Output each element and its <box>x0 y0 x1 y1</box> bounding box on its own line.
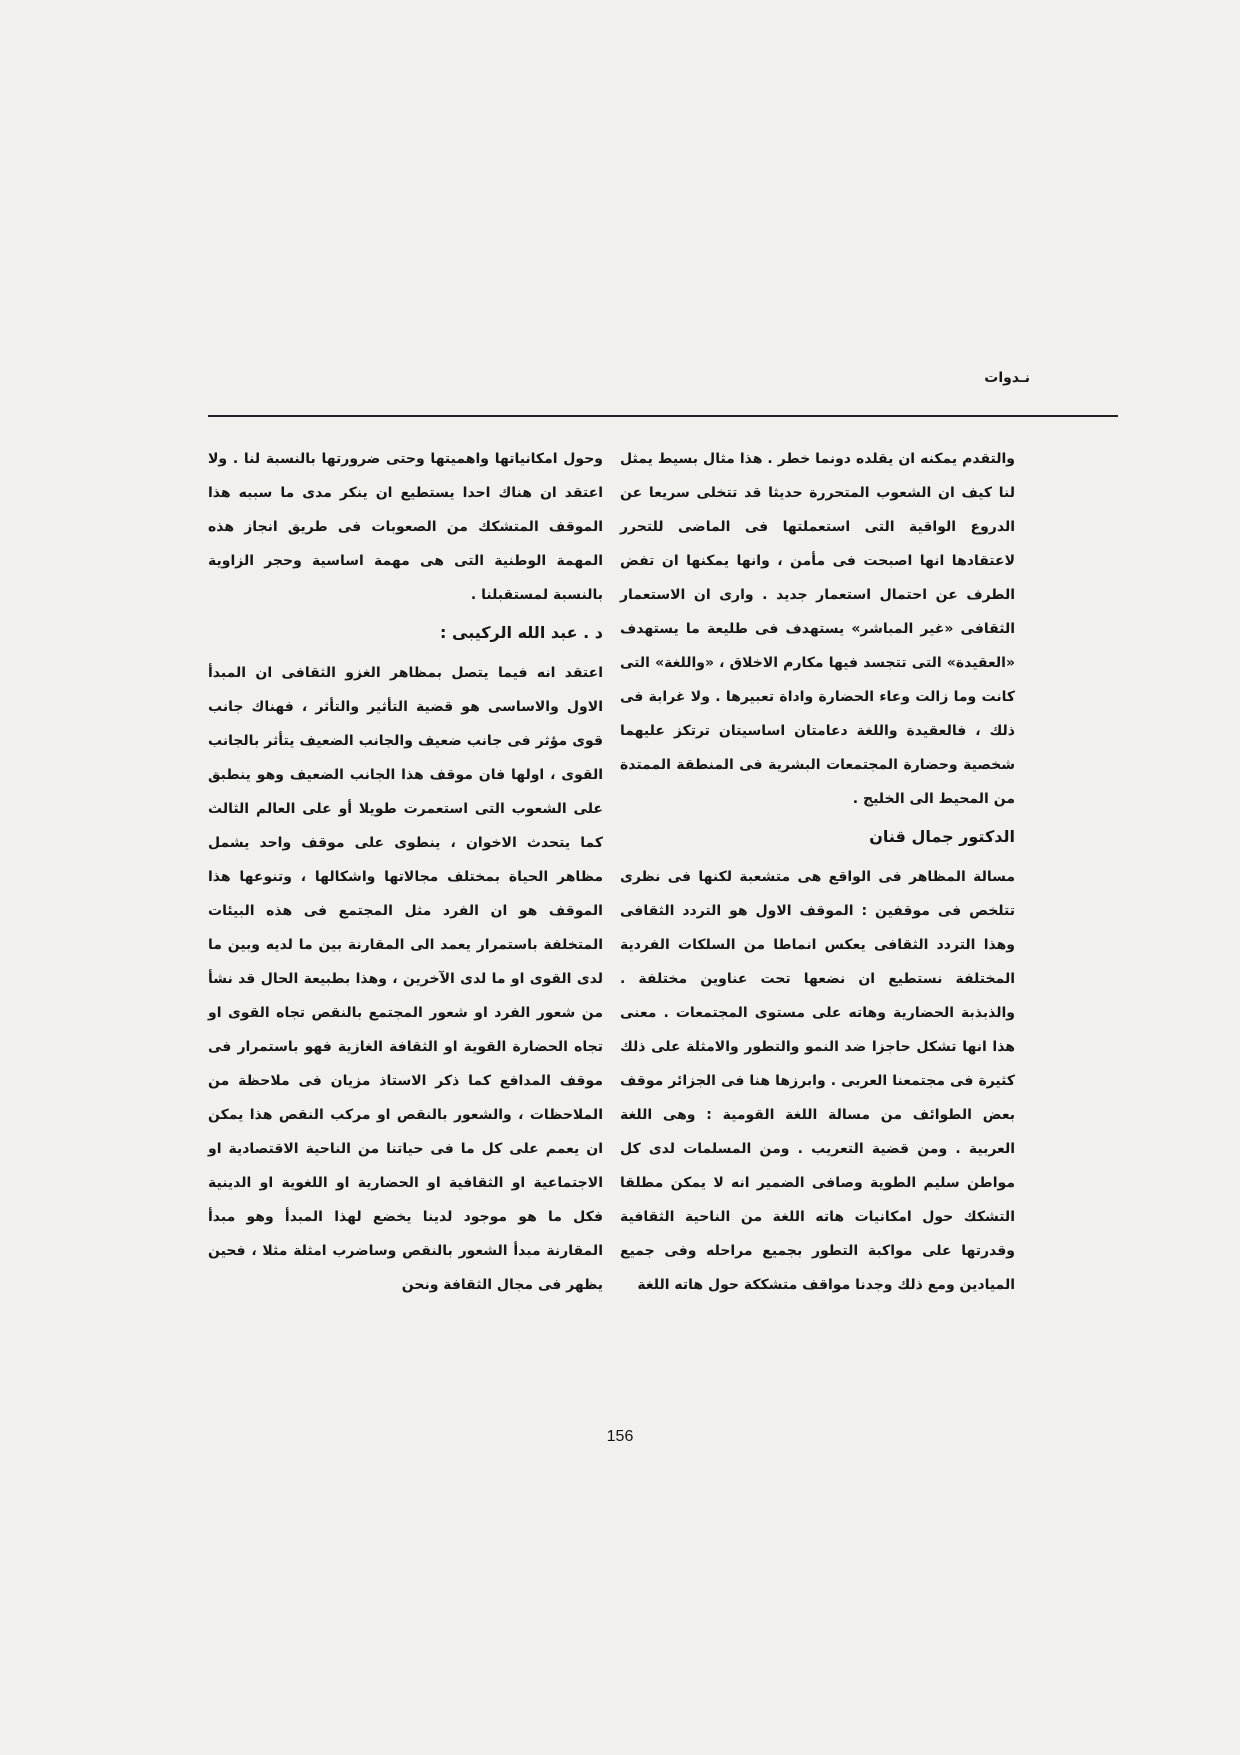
paragraph: مسالة المظاهر فى الواقع هى متشعبة لكنها فى نظرى تتلخص فى موقفين : الموقف الاول هو التردد الثقافى وهذا التردد الثقافى يعكس انماطا من السلكات الفردية المختلفة نستطيع ان نضعها تحت عناوين مختلفة . والذبذبة الحضارية وهاته على مستوى المجتمعات . معنى هذا انها تشكل حاجزا ضد النمو والتطور والامثلة على ذلك كثيرة فى مجتمعنا العربى . وابرزها هنا فى الجزائر موقف بعض الطوائف من مسالة اللغة القومية : وهى اللغة العربية . ومن قضية التعريب . ومن المسلمات لدى كل مواطن سليم الطوية وصافى الضمير انه لا يمكن مطلقا التشكك حول امكانيات هاته اللغة من الناحية الثقافية وقدرتها على مواكبة التطور بجميع مراحله وفى جميع الميادين ومع ذلك وجدنا مواقف متشككة حول هاته اللغة <box>620 869 1015 1293</box>
left-column <box>208 442 603 1302</box>
header-rule <box>208 415 1118 417</box>
paragraph: والتقدم يمكنه ان يقلده دونما خطر . هذا مثال بسيط يمثل لنا كيف ان الشعوب المتحررة حديثا قد تتخلى سريعا عن الدروع الواقية التى استعملتها فى الماضى للتحرر لاعتقادها انها اصبحت فى مأمن ، وانها يمكنها ان تفض الطرف عن احتمال استعمار جديد . وارى ان الاستعمار الثقافى «غير المباشر» يستهدف فى طليعة ما يستهدف «العقيدة» التى تتجسد فيها مكارم الاخلاق ، «واللغة» التى كانت وما زالت وعاء الحضارة واداة تعبيرها . ولا غرابة فى ذلك ، فالعقيدة واللغة دعامتان اساسيتان ترتكز عليهما شخصية وحضارة المجتمعات البشرية فى المنطقة الممتدة من المحيط الى الخليج . <box>620 451 1015 807</box>
speaker-heading: د . عبد الله الركيبى : <box>440 623 603 642</box>
right-column <box>620 442 1015 1302</box>
section-title: نـدوات <box>984 370 1030 386</box>
paragraph: اعتقد انه فيما يتصل بمظاهر الغزو الثقافى ان المبدأ الاول والاساسى هو قضية التأثير والتأثر ، فهناك جانب قوى مؤثر فى جانب ضعيف والجانب الضعيف يتأثر بالجانب القوى ، اولها فان موقف هذا الجانب الضعيف وهو ينطبق على الشعوب التى استعمرت طويلا أو على العالم الثالث كما يتحدث الاخوان ، ينطوى على موقف واحد يشمل مظاهر الحياة بمختلف مجالاتها واشكالها ، وتنوعها هذا الموقف هو ان الفرد مثل المجتمع فى هذه البيئات المتخلفة باستمرار يعمد الى المقارنة بين ما لديه وبين ما لدى القوى او ما لدى الآخرين ، وهذا بطبيعة الحال قد نشأ من شعور الفرد او شعور المجتمع بالنقص تجاه القوى او تجاه الحضارة القوية او الثقافة الغازية فهو باستمرار فى موقف المدافع كما ذكر الاستاذ مزيان فى ملاحظة من الملاحظات ، والشعور بالنقص او مركب النقص هذا يمكن ان يعمم على كل ما فى حياتنا من الناحية الاقتصادية او الاجتماعية او الثقافية او الحضارية او اللغوية او الدينية فكل ما هو موجود لدينا يخضع لهذا المبدأ وهو مبدأ المقارنة مبدأ الشعور بالنقص وساضرب امثلة مثلا ، فحين يظهر فى مجال الثقافة ونحن <box>208 665 603 1293</box>
page-number: 156 <box>606 1428 634 1445</box>
paragraph: وحول امكانياتها واهميتها وحتى ضرورتها بالنسبة لنا . ولا اعتقد ان هناك احدا يستطيع ان ينكر مدى ما سببه هذا الموقف المتشكك من الصعوبات فى طريق انجاز هذه المهمة الوطنية التى هى مهمة اساسية وحجر الزاوية بالنسبة لمستقبلنا . <box>208 451 603 603</box>
speaker-heading: الدكتور جمال قنان <box>869 827 1015 846</box>
